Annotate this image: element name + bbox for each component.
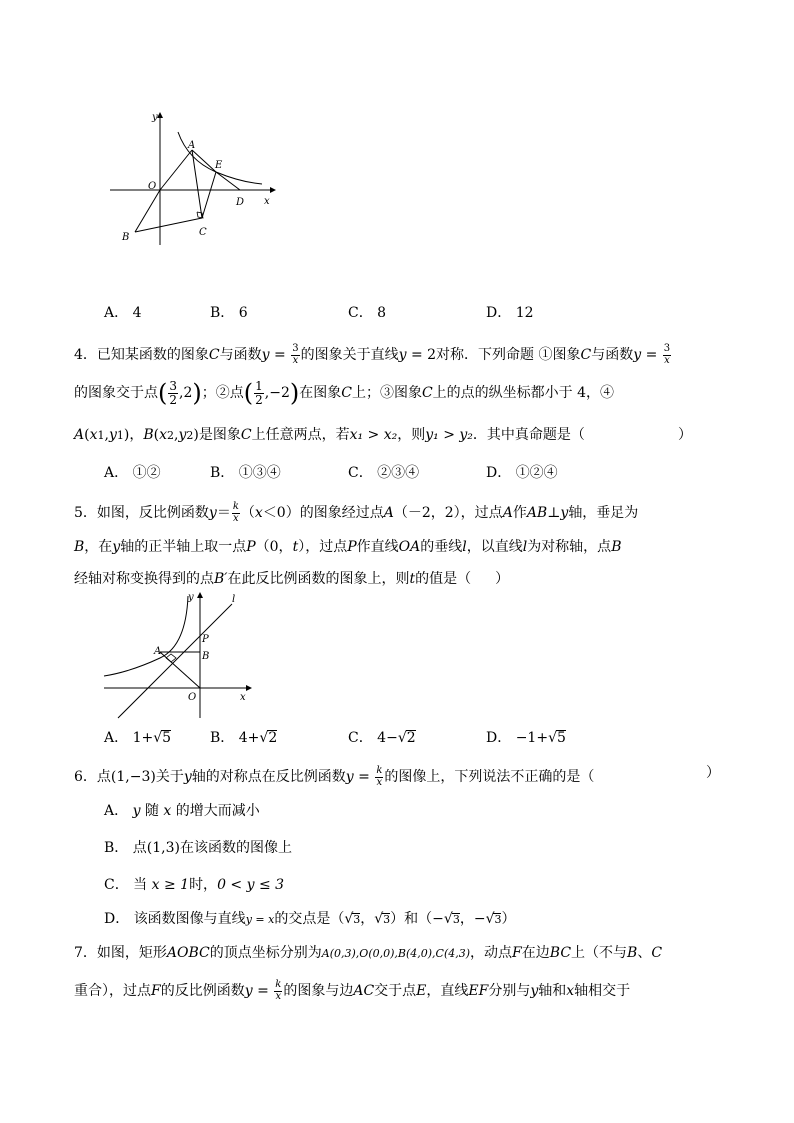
- q6-option-b[interactable]: B． 点(1,3)在该函数的图像上: [104, 840, 292, 856]
- label-o: O: [188, 692, 197, 703]
- q4-option-d[interactable]: D． ①②④: [486, 465, 558, 481]
- q3-option-b[interactable]: B． 6: [210, 305, 248, 321]
- q4-line-3: A(x1,y1)，B(x2,y2)是图象C上任意两点，若x₁ > x₂，则y₁ > y₂．其中真命题是（: [74, 427, 585, 443]
- label-c: C: [199, 227, 207, 238]
- q3-option-a[interactable]: A． 4: [104, 305, 142, 321]
- label-x: x: [264, 196, 270, 207]
- q5-line-3: 经轴对称变换得到的点B′在此反比例函数的图象上，则t的值是（ ）: [74, 571, 510, 587]
- q4-line-2: 的图象交于点( $\frac{3}{2}$ ,2)；②点( $\frac{1}{2}$ ,−2)在图象C上；③图象C上的点的纵坐标都小于 4，④: [74, 379, 615, 408]
- figure-2-y-arrow: [197, 592, 203, 598]
- q4-option-a[interactable]: A． ①②: [104, 465, 161, 481]
- q4-line-1: 4．已知某函数的图象C与函数y = $\frac{3}{x}$ 的图象关于直线y = 2对称．下列命题 ①图象C与函数y = $\frac{3}{x}$: [74, 343, 671, 366]
- label-l: l: [232, 594, 236, 605]
- label-e: E: [215, 160, 223, 171]
- q6-stem: 6．点(1,−3)关于y轴的对称点在反比例函数y = $\frac{k}{x}$ 的图像上，下列说法不正确的是（: [74, 765, 595, 788]
- segment-ae: [192, 150, 216, 172]
- q6-option-d[interactable]: D． 该函数图像与直线y = x的交点是（√3，√3）和（−√3，−√3）: [104, 911, 516, 927]
- q5-option-d[interactable]: D． −1+√5: [486, 730, 566, 746]
- label-y: y: [188, 592, 194, 603]
- q7-line-1: 7．如图，矩形AOBC的顶点坐标分别为A(0,3),O(0,0),B(4,0),C(4,3)，动点F在边BC上（不与B、C: [74, 945, 663, 961]
- line-l: [118, 604, 232, 718]
- figure-2-hyperbola: [104, 596, 188, 676]
- figure-2: [100, 588, 260, 722]
- q5-option-a[interactable]: A． 1+√5: [104, 730, 172, 746]
- segment-ec: [202, 172, 216, 218]
- label-p: P: [202, 634, 209, 645]
- q5-line-2: B，在y轴的正半轴上取一点P（0，t），过点P作直线OA的垂线l，以直线l为对称轴，点B: [74, 539, 622, 555]
- label-b: B: [202, 651, 210, 662]
- label-b: B: [122, 232, 130, 243]
- segment-bc: [135, 218, 202, 232]
- label-d: D: [236, 197, 245, 208]
- figure-1-y-arrow: [157, 112, 163, 118]
- segment-ed: [216, 172, 240, 190]
- q4-option-c[interactable]: C． ②③④: [348, 465, 420, 481]
- q5-line-1: 5．如图，反比例函数y＝ $\frac{k}{x}$ （x＜0）的图象经过点A（－2，2），过点A作AB⊥y轴，垂足为: [74, 501, 639, 524]
- q3-option-c[interactable]: C． 8: [348, 305, 387, 321]
- q4-option-b[interactable]: B． ①③④: [210, 465, 281, 481]
- figure-1-x-arrow: [270, 187, 276, 193]
- label-x: x: [240, 692, 246, 703]
- q3-option-d[interactable]: D． 12: [486, 305, 534, 321]
- q5-option-b[interactable]: B． 4+√2: [210, 730, 278, 746]
- q7-line-2: 重合），过点F的反比例函数y = $\frac{k}{x}$ 的图象与边AC交于点E，直线EF分别与y轴和x轴相交于: [74, 979, 631, 1002]
- q6-option-c[interactable]: C． 当 x ≥ 1时，0 < y ≤ 3: [104, 877, 285, 893]
- q6-close-paren: ）: [706, 765, 720, 781]
- label-a: A: [154, 646, 162, 657]
- segment-oa: [160, 150, 192, 190]
- label-a: A: [188, 140, 196, 151]
- q6-option-a[interactable]: A． y 随 x 的增大而减小: [104, 803, 260, 819]
- q5-option-c[interactable]: C． 4−√2: [348, 730, 416, 746]
- figure-2-x-arrow: [246, 685, 252, 691]
- q4-close-paren: ）: [678, 427, 692, 443]
- segment-ob: [135, 190, 160, 232]
- label-o: O: [148, 181, 157, 192]
- label-y: y: [152, 112, 158, 123]
- figure-1: [100, 100, 290, 250]
